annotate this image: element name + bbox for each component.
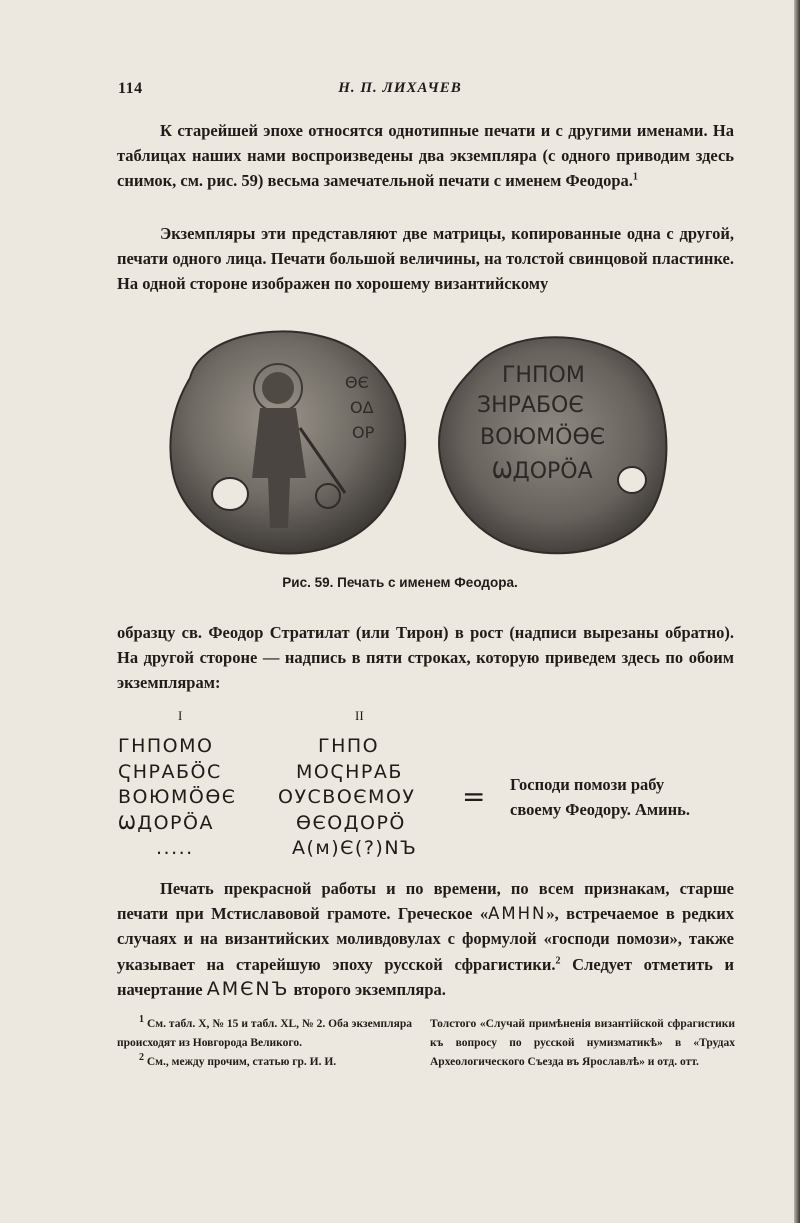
paragraph-2 xyxy=(117,221,734,297)
paragraph-4-text-c: Следует отметить и начертание xyxy=(117,954,734,999)
inscription-1-line-4: ѠДОРӦА xyxy=(118,811,214,834)
reverse-line-4: ѠДОРӦА xyxy=(492,459,593,484)
inscription-1-line-1: ГНПОМО xyxy=(118,735,214,757)
reverse-line-2: ЗНРАБОЄ xyxy=(477,393,584,418)
column-label-2: II xyxy=(355,708,364,723)
inscription-1-line-2: ҀНРАБӦС xyxy=(118,760,222,783)
paragraph-4-text-b: », встречаемое в редких случаях и на византийских моливдовулах с формулой «господи помози», также указывает на старейшую эпоху русской сфрагистики. xyxy=(117,904,734,974)
inscription-column-2 xyxy=(278,734,417,862)
inscription-2-line-5: А(м)Є(?)NЪ xyxy=(292,837,418,859)
obverse-letters-3: ΟΡ xyxy=(352,423,375,442)
reverse-line-1: ГНПОМ xyxy=(502,363,585,388)
paragraph-1 xyxy=(117,118,734,194)
paragraph-3 xyxy=(117,620,734,696)
footnotes-right xyxy=(430,1015,735,1072)
paragraph-3-text: образцу св. Феодор Стратилат (или Тирон) в рост (надписи вырезаны обратно). На другой стороне — надпись в пяти строках, которую приведем здесь по обоим экземплярам: xyxy=(117,623,734,693)
footnote-2-start: См., между прочим, статью гр. И. И. xyxy=(146,1056,337,1068)
column-label-1: I xyxy=(178,708,183,723)
equals-sign: = xyxy=(462,780,486,813)
inscription-2-line-1: ГНПО xyxy=(318,735,380,757)
translation-line-1: Господи помози рабу xyxy=(510,775,665,794)
seal-obverse-image xyxy=(160,318,410,558)
page-edge-shadow xyxy=(794,0,800,1223)
footnote-2-mark: 2 xyxy=(139,1052,144,1064)
figure-59 xyxy=(160,318,680,568)
inscription-2-line-2: МОҀНРАБ xyxy=(296,760,403,783)
obverse-letters-2: ΟΔ xyxy=(350,398,374,417)
footnote-ref-1[interactable]: 1 xyxy=(632,171,638,183)
paragraph-1-text: К старейшей эпохе относятся однотипные печати и с другими именами. На таблицах наших нами воспроизведены два экземпляра (с одного приводим здесь снимок, см. рис. 59) весьма замечательной печати с именем Феодора. xyxy=(117,121,734,191)
footnote-ref-2[interactable]: 2 xyxy=(555,955,561,967)
seal-reverse-image xyxy=(432,320,677,565)
paragraph-2-text: Экземпляры эти представляют две матрицы, копированные одна с другой, печати одного лица. Печати большой величины, на толстой свинцовой пластинке. На одной стороне изображен по хорошему византийскому xyxy=(117,224,734,294)
translation-line-2: своему Феодору. Аминь. xyxy=(510,800,691,819)
reverse-line-3: ВОЮМӦӨЄ xyxy=(480,425,606,450)
page-number: 114 xyxy=(118,80,143,97)
running-title: Н. П. ЛИХАЧЕВ xyxy=(338,80,462,96)
inscription-1-line-5: ..... xyxy=(156,837,194,859)
footnotes-left xyxy=(117,1015,412,1072)
obverse-letters-1: ΘЄ xyxy=(345,373,369,392)
footnote-1: См. табл. X, № 15 и табл. XL, № 2. Оба экземпляра происходят из Новгорода Великого. xyxy=(117,1018,412,1049)
paragraph-4-text-a: Печать прекрасной работы и по времени, по всем признакам, старше печати при Мстиславовой грамоте. Греческое « xyxy=(117,879,734,924)
paragraph-4-text-d: второго экземпляра. xyxy=(289,979,446,999)
amin-word: АМНN xyxy=(488,904,547,924)
paragraph-4 xyxy=(117,876,734,1002)
translation xyxy=(510,772,690,822)
inscription-column-1 xyxy=(118,734,237,862)
figure-caption: Рис. 59. Печать с именем Феодора. xyxy=(282,575,518,590)
inscription-2-line-4: ӨЄОДОРӦ xyxy=(296,811,406,834)
footnote-2-continued: Толстого «Случай примѣненія византійской сфрагистики къ вопросу по русской нумизматикѣ» в «Трудах Археологического Съезда въ Ярославлѣ» и отд. отт. xyxy=(430,1018,735,1068)
amen-word: АМЄNЪ xyxy=(206,977,290,1000)
inscription-2-line-3: ОУСВОЄМОУ xyxy=(278,786,416,808)
inscription-1-line-3: ВОЮМӦӨЄ xyxy=(118,786,237,808)
footnote-1-mark: 1 xyxy=(139,1014,144,1026)
